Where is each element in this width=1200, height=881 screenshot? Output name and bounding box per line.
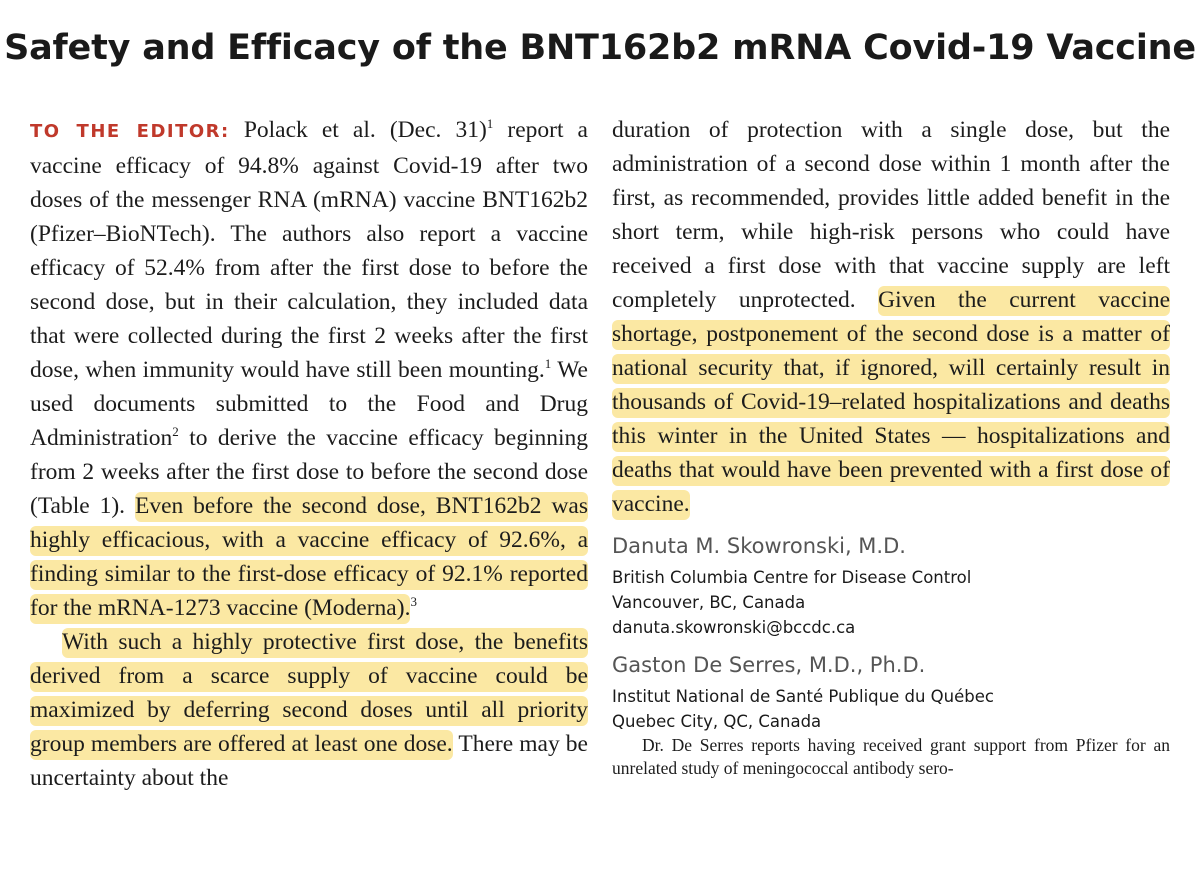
left-column (30, 113, 588, 795)
article-title: Safety and Efficacy of the BNT162b2 mRNA Covid-19 Vaccine (4, 28, 1196, 68)
author-block-1 (612, 531, 1170, 640)
reference-superscript: 3 (410, 594, 417, 609)
reference-superscript: 1 (486, 116, 494, 131)
author-block-2 (612, 650, 1170, 734)
paragraph-text: report a vaccine efficacy of 94.8% against Covid-19 after two doses of the messenger RNA (mRNA) vaccine BNT162b2 (Pfizer–BioNTech). The authors also report a vaccine efficacy of 52.4% from after the first dose to before the second dose, but in their calculation, they included data that were collected during the first 2 weeks after the first dose, when immunity would have still been mounting. (30, 117, 588, 383)
highlighted-text: With such a highly protective first dose, the benefits derived from a scarce supply of vaccine could be maximized by deferring second doses until all priority group members are offered at least one dose. (30, 628, 588, 760)
affiliation-line: Quebec City, QC, Canada (612, 712, 822, 731)
author-affiliation (612, 565, 1170, 640)
highlighted-text: Even before the second dose, BNT162b2 was highly efficacious, with a vaccine efficacy of 92.6%, a finding similar to the first-dose efficacy of 92.1% reported for the mRNA-1273 vaccine (Moderna). (30, 492, 588, 624)
highlighted-text: Given the current vaccine shortage, postponement of the second dose is a matter of national security that, if ignored, will certainly result in thousands of Covid-19–related hospitalizations and deaths this winter in the United States — hospitalizations and deaths that would have been prevented with a first dose of vaccine. (612, 286, 1170, 520)
letter-paragraph-continued (612, 113, 1170, 521)
letter-paragraph-2 (30, 625, 588, 795)
paragraph-text: We used documents submitted to the Food and Drug Administration (30, 357, 588, 451)
author-name: Gaston De Serres, M.D., Ph.D. (612, 653, 926, 677)
reference-superscript: 1 (544, 356, 552, 371)
paragraph-text: Polack et al. (Dec. 31) (229, 117, 487, 143)
affiliation-line: British Columbia Centre for Disease Control (612, 568, 972, 587)
affiliation-line: Vancouver, BC, Canada (612, 593, 806, 612)
author-email: danuta.skowronski@bccdc.ca (612, 618, 856, 637)
affiliation-line: Institut National de Santé Publique du Québec (612, 687, 994, 706)
disclosure-statement: Dr. De Serres reports having received grant support from Pfizer for an unrelated study of meningococcal antibody sero- (612, 735, 1170, 778)
paragraph-text: There may be uncertainty about the (30, 731, 588, 791)
to-the-editor-label: TO THE EDITOR: (30, 121, 230, 142)
author-name: Danuta M. Skowronski, M.D. (612, 534, 906, 558)
paragraph-text: to derive the vaccine efficacy beginning from 2 weeks after the first dose to before the second dose (Table 1). (30, 425, 588, 519)
right-column (612, 113, 1170, 780)
paragraph-text: duration of protection with a single dose, but the administration of a second dose within 1 month after the first, as recommended, provides little added benefit in the short term, while high-risk persons who could have received a first dose with that vaccine supply are left completely unprotected. (612, 117, 1170, 313)
reference-superscript: 2 (172, 424, 179, 439)
author-affiliation (612, 684, 1170, 734)
letter-paragraph-1 (30, 113, 588, 625)
